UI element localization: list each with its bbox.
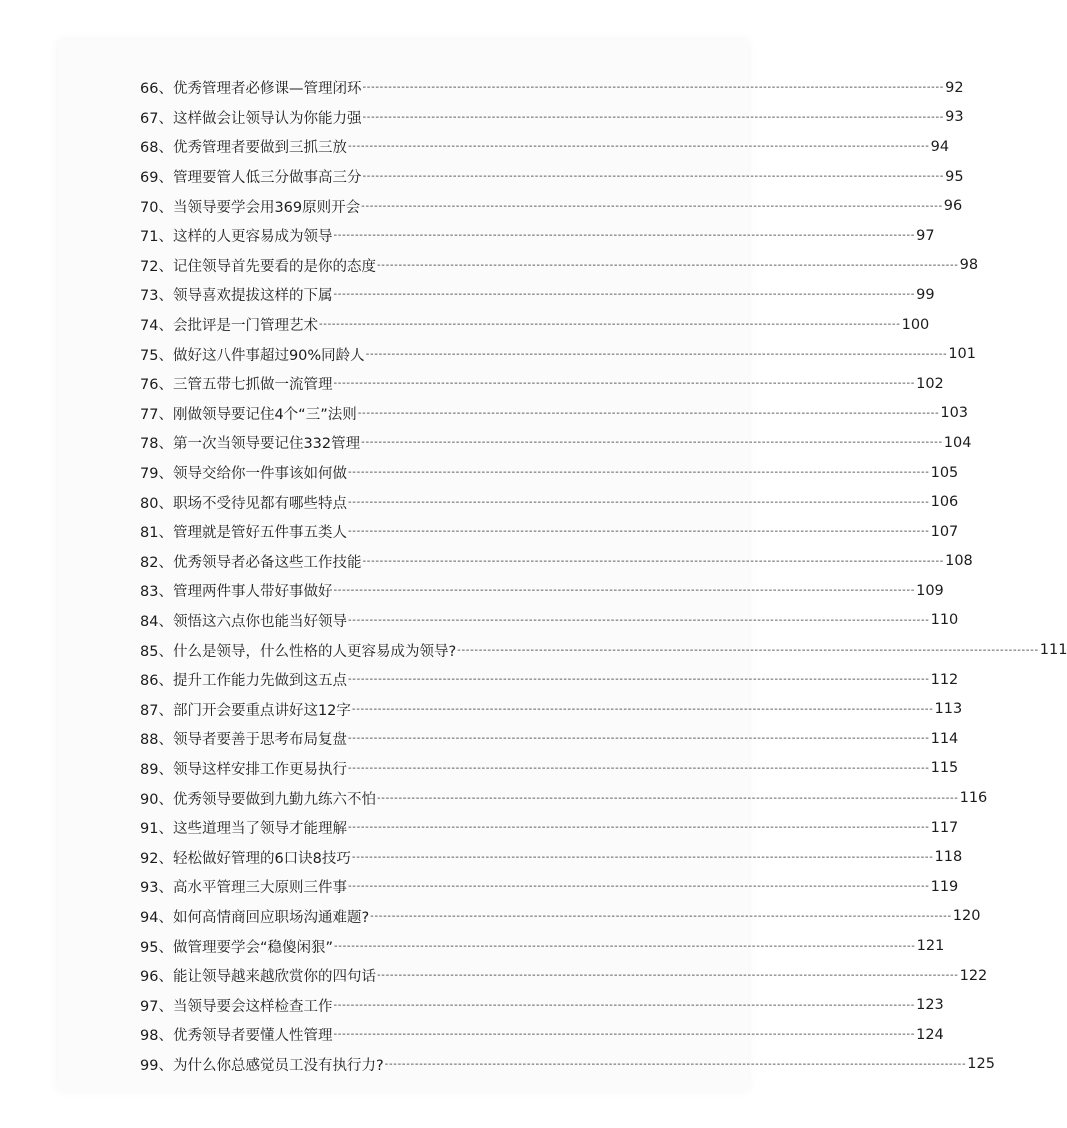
toc-entry <box>140 339 977 369</box>
entry-title: 轻松做好管理的6口诀8技巧 <box>172 850 351 867</box>
dot-leader: --------------------------------------------------------------------------------------------------------------------------------------- <box>362 171 945 183</box>
entry-title: 这样做会让领导认为你能力强 <box>172 110 362 127</box>
entry-page-number: 100 <box>901 316 930 333</box>
toc-entry <box>140 754 959 784</box>
entry-title: 提升工作能力先做到这五点 <box>172 673 347 690</box>
entry-page-number: 92 <box>945 79 964 96</box>
entry-number: 68、 <box>140 140 173 157</box>
entry-title: 会批评是一门管理艺术 <box>172 318 318 335</box>
entry-page-number: 104 <box>943 434 972 451</box>
entry-number: 69、 <box>140 170 173 187</box>
entry-number: 98、 <box>140 1028 173 1045</box>
entry-title: 做管理要学会“稳傻闲狠” <box>172 939 333 956</box>
toc-entry <box>140 162 964 192</box>
entry-title: 领导交给你一件事该如何做 <box>172 466 347 483</box>
entry-number: 67、 <box>140 110 173 127</box>
entry-title: 当领导要会这样检查工作 <box>172 998 333 1015</box>
toc-entry <box>140 842 963 872</box>
entry-title: 领导喜欢提拔这样的下属 <box>172 288 333 305</box>
toc-entry <box>140 606 959 636</box>
entry-title: 优秀管理者必修课—管理闭环 <box>172 81 362 98</box>
entry-page-number: 119 <box>930 878 959 895</box>
toc-entry <box>140 103 964 133</box>
entry-number: 79、 <box>140 466 173 483</box>
entry-title: 管理就是管好五件事五类人 <box>172 525 347 542</box>
entry-number: 74、 <box>140 318 173 335</box>
entry-title: 部门开会要重点讲好这12字 <box>172 702 351 719</box>
toc-entry <box>140 931 945 961</box>
entry-page-number: 113 <box>934 701 963 718</box>
dot-leader: --------------------------------------------------------------------------------------------------------------------------------------- <box>376 792 959 804</box>
dot-leader: --------------------------------------------------------------------------------------------------------------------------------------- <box>347 674 930 686</box>
entry-page-number: 96 <box>943 198 963 215</box>
entry-title: 刚做领导要记住4个“三”法则 <box>172 406 357 423</box>
dot-leader: --------------------------------------------------------------------------------------------------------------------------------------- <box>347 496 930 508</box>
entry-page-number: 106 <box>930 494 959 511</box>
entry-page-number: 99 <box>916 286 935 303</box>
dot-leader: --------------------------------------------------------------------------------------------------------------------------------------- <box>347 141 930 153</box>
entry-title: 记住领导首先要看的是你的态度 <box>172 258 376 275</box>
entry-title: 为什么你总感觉员工没有执行力? <box>172 1057 384 1074</box>
entry-title: 优秀领导者要懂人性管理 <box>172 1028 333 1045</box>
entry-number: 93、 <box>140 880 173 897</box>
toc-entry <box>140 902 981 932</box>
entry-page-number: 110 <box>930 612 959 629</box>
toc-entry <box>140 724 959 754</box>
dot-leader: --------------------------------------------------------------------------------------------------------------------------------------- <box>333 999 916 1011</box>
dot-leader: --------------------------------------------------------------------------------------------------------------------------------------- <box>361 200 943 212</box>
dot-leader: --------------------------------------------------------------------------------------------------------------------------------------- <box>347 526 930 538</box>
dot-leader: --------------------------------------------------------------------------------------------------------------------------------------- <box>357 407 940 419</box>
entry-page-number: 109 <box>916 582 944 599</box>
toc-entry <box>140 487 959 517</box>
entry-title: 优秀领导者必备这些工作技能 <box>172 554 362 571</box>
entry-title: 职场不受待见都有哪些特点 <box>172 495 347 512</box>
entry-page-number: 122 <box>959 967 988 984</box>
entry-page-number: 101 <box>948 346 977 363</box>
toc-entry <box>140 369 944 399</box>
toc-entry <box>140 547 973 577</box>
entry-number: 99、 <box>140 1057 173 1074</box>
entry-page-number: 117 <box>930 819 959 836</box>
entry-page-number: 98 <box>959 257 979 274</box>
entry-number: 81、 <box>140 525 173 542</box>
toc-entry <box>140 221 935 251</box>
entry-page-number: 123 <box>916 997 944 1014</box>
toc-entry <box>140 517 959 547</box>
toc-entry <box>140 635 1067 665</box>
entry-number: 80、 <box>140 495 173 512</box>
entry-number: 66、 <box>140 81 173 98</box>
dot-leader: --------------------------------------------------------------------------------------------------------------------------------------- <box>333 585 916 597</box>
toc-entry <box>140 694 963 724</box>
toc-entry <box>140 428 972 458</box>
entry-number: 71、 <box>140 229 173 246</box>
entry-page-number: 102 <box>916 375 944 392</box>
dot-leader: --------------------------------------------------------------------------------------------------------------------------------------- <box>384 1058 967 1070</box>
entry-number: 77、 <box>140 406 173 423</box>
entry-page-number: 112 <box>930 671 959 688</box>
entry-title: 优秀领导要做到九勤九练六不怕 <box>172 791 376 808</box>
dot-leader: --------------------------------------------------------------------------------------------------------------------------------------- <box>362 555 945 567</box>
entry-number: 90、 <box>140 791 173 808</box>
dot-leader: --------------------------------------------------------------------------------------------------------------------------------------- <box>333 1029 916 1041</box>
entry-title: 如何高情商回应职场沟通难题? <box>172 909 370 926</box>
entry-page-number: 95 <box>945 168 964 185</box>
dot-leader: --------------------------------------------------------------------------------------------------------------------------------------- <box>351 851 934 863</box>
entry-title: 当领导要学会用369原则开会 <box>172 199 361 216</box>
entry-title: 领导者要善于思考布局复盘 <box>172 732 347 749</box>
dot-leader: --------------------------------------------------------------------------------------------------------------------------------------- <box>347 881 930 893</box>
toc-entry <box>140 251 979 281</box>
entry-title: 这些道理当了领导才能理解 <box>172 821 347 838</box>
dot-leader: --------------------------------------------------------------------------------------------------------------------------------------- <box>376 259 959 271</box>
entry-page-number: 94 <box>930 138 950 155</box>
entry-title: 管理要管人低三分做事高三分 <box>172 170 362 187</box>
entry-number: 82、 <box>140 554 173 571</box>
entry-number: 72、 <box>140 258 173 275</box>
dot-leader: --------------------------------------------------------------------------------------------------------------------------------------- <box>347 467 930 479</box>
entry-number: 92、 <box>140 850 173 867</box>
entry-page-number: 114 <box>930 730 959 747</box>
toc-entry <box>140 280 935 310</box>
toc-entry <box>140 310 930 340</box>
toc-entry <box>140 990 944 1020</box>
entry-title: 优秀管理者要做到三抓三放 <box>172 140 347 157</box>
entry-number: 86、 <box>140 673 173 690</box>
dot-leader: --------------------------------------------------------------------------------------------------------------------------------------- <box>457 644 1039 656</box>
entry-number: 70、 <box>140 199 173 216</box>
entry-title: 领导这样安排工作更易执行 <box>172 761 347 778</box>
entry-page-number: 121 <box>916 938 945 955</box>
entry-page-number: 124 <box>916 1026 944 1043</box>
entry-title: 领悟这六点你也能当好领导 <box>172 613 347 630</box>
toc-entry <box>140 458 959 488</box>
entry-title: 什么是领导，什么性格的人更容易成为领导? <box>172 643 457 660</box>
dot-leader: --------------------------------------------------------------------------------------------------------------------------------------- <box>318 319 901 331</box>
entry-title: 做好这八件事超过90%同龄人 <box>172 347 365 364</box>
toc-entry <box>140 813 959 843</box>
toc-entry <box>140 872 959 902</box>
entry-number: 78、 <box>140 436 173 453</box>
entry-title: 管理两件事人带好事做好 <box>172 584 333 601</box>
dot-leader: --------------------------------------------------------------------------------------------------------------------------------------- <box>347 762 930 774</box>
dot-leader: --------------------------------------------------------------------------------------------------------------------------------------- <box>351 703 934 715</box>
dot-leader: --------------------------------------------------------------------------------------------------------------------------------------- <box>333 289 916 301</box>
toc-entry <box>140 399 969 429</box>
entry-page-number: 107 <box>930 523 959 540</box>
entry-number: 85、 <box>140 643 173 660</box>
entry-page-number: 116 <box>959 790 988 807</box>
dot-leader: --------------------------------------------------------------------------------------------------------------------------------------- <box>365 348 948 360</box>
dot-leader: --------------------------------------------------------------------------------------------------------------------------------------- <box>362 82 945 94</box>
toc-entry <box>140 132 950 162</box>
entry-page-number: 111 <box>1039 642 1067 659</box>
dot-leader: --------------------------------------------------------------------------------------------------------------------------------------- <box>333 940 916 952</box>
entry-number: 73、 <box>140 288 173 305</box>
entry-number: 97、 <box>140 998 173 1015</box>
entry-number: 95、 <box>140 939 173 956</box>
entry-title: 第一次当领导要记住332管理 <box>172 436 361 453</box>
dot-leader: --------------------------------------------------------------------------------------------------------------------------------------- <box>333 230 916 242</box>
entry-page-number: 115 <box>930 760 959 777</box>
entry-page-number: 97 <box>916 227 935 244</box>
toc-entry <box>140 73 964 103</box>
entry-number: 91、 <box>140 821 173 838</box>
dot-leader: --------------------------------------------------------------------------------------------------------------------------------------- <box>333 378 916 390</box>
toc-entry <box>140 783 988 813</box>
dot-leader: --------------------------------------------------------------------------------------------------------------------------------------- <box>361 437 943 449</box>
dot-leader: --------------------------------------------------------------------------------------------------------------------------------------- <box>347 733 930 745</box>
entry-title: 三管五带七抓做一流管理 <box>172 377 333 394</box>
entry-number: 75、 <box>140 347 173 364</box>
entry-number: 96、 <box>140 969 173 986</box>
toc-entry <box>140 191 963 221</box>
entry-page-number: 118 <box>934 849 963 866</box>
dot-leader: --------------------------------------------------------------------------------------------------------------------------------------- <box>347 822 930 834</box>
toc-entry <box>140 576 944 606</box>
entry-page-number: 125 <box>967 1056 995 1073</box>
table-of-contents <box>140 73 1067 1079</box>
dot-leader: --------------------------------------------------------------------------------------------------------------------------------------- <box>370 910 952 922</box>
entry-title: 高水平管理三大原则三件事 <box>172 880 347 897</box>
entry-page-number: 120 <box>952 908 981 925</box>
entry-number: 87、 <box>140 702 173 719</box>
entry-number: 76、 <box>140 377 173 394</box>
entry-number: 89、 <box>140 761 173 778</box>
entry-page-number: 103 <box>940 405 969 422</box>
entry-number: 84、 <box>140 613 173 630</box>
entry-title: 这样的人更容易成为领导 <box>172 229 333 246</box>
entry-page-number: 93 <box>945 109 964 126</box>
entry-page-number: 105 <box>930 464 959 481</box>
entry-page-number: 108 <box>945 553 973 570</box>
entry-number: 94、 <box>140 909 173 926</box>
toc-entry <box>140 1020 944 1050</box>
dot-leader: --------------------------------------------------------------------------------------------------------------------------------------- <box>362 111 945 123</box>
entry-number: 88、 <box>140 732 173 749</box>
toc-entry <box>140 1050 995 1080</box>
toc-entry <box>140 961 988 991</box>
dot-leader: --------------------------------------------------------------------------------------------------------------------------------------- <box>376 970 959 982</box>
entry-number: 83、 <box>140 584 173 601</box>
toc-entry <box>140 665 959 695</box>
dot-leader: --------------------------------------------------------------------------------------------------------------------------------------- <box>347 614 930 626</box>
entry-title: 能让领导越来越欣赏你的四句话 <box>172 969 376 986</box>
